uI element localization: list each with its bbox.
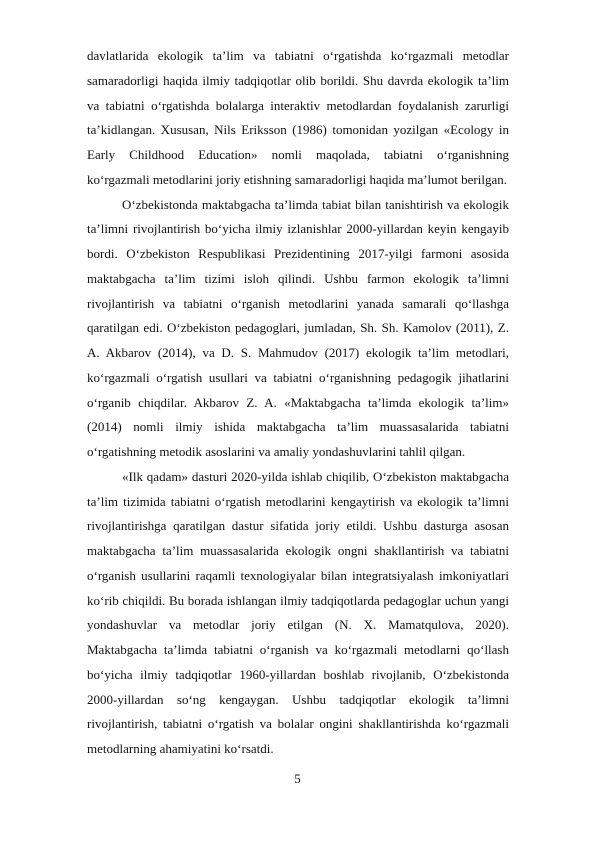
paragraph-continuation: davlatlarida ekologik ta’lim va tabiatni o‘rgatishda ko‘rgazmali metodlar samaradorligi haqida ilmiy tadqiqotlar olib borildi. Shu davrda ekologik ta’lim va tabiatni o‘rgatishda bolalarga interaktiv metodlardan foydalanish zarurligi ta’kidlangan. Xususan, Nils Eriksson (1986) tomonidan yozilgan «Ecology in Early Childhood Education» nomli maqolada, tabiatni o‘rganishning ko‘rgazmali metodlarini joriy etishning samaradorligi haqida ma’lumot berilgan.: [87, 48, 509, 187]
paragraph-uzbekistan-research: O‘zbekistonda maktabgacha ta’limda tabiat bilan tanishtirish va ekologik ta’limni rivojlantirish bo‘yicha ilmiy izlanishlar 2000-yillardan keyin kengayib bordi. O‘zbekiston Respublikasi Prezidentining 2017-yilgi farmoni asosida maktabgacha ta’lim tizimi isloh qilindi. Ushbu farmon ekologik ta’limni rivojlantirish va tabiatni o‘rganish metodlarini yanada samarali qo‘llashga qaratilgan edi. O‘zbekiston pedagoglari, jumladan, Sh. Sh. Kamolov (2011), Z. A. Akbarov (2014), va D. S. Mahmudov (2017) ekologik ta’lim metodlari, ko‘rgazmali o‘rgatish usullari va tabiatni o‘rganishning pedagogik jihatlarini o‘rganib chiqdilar. Akbarov Z. A. «Maktabgacha ta’limda ekologik ta’lim» (2014) nomli ilmiy ishida maktabgacha ta’lim muassasalarida tabiatni o‘rgatishning metodik asoslarini va amaliy yondashuvlarini tahlil qilgan.: [87, 196, 509, 459]
body-text: [87, 44, 509, 762]
page-number: 5: [294, 771, 301, 786]
paragraph-ilk-qadam: «Ilk qadam» dasturi 2020-yilda ishlab chiqilib, O‘zbekiston maktabgacha ta’lim tizimida tabiatni o‘rgatish metodlarini kengaytirish va ekologik ta’limni rivojlantirishga qaratilgan dastur sifatida joriy etildi. Ushbu dasturga asosan maktabgacha ta’lim muassasalarida ekologik ongni shakllantirish va tabiatni o‘rganish usullarini raqamli texnologiyalar bilan integratsiyalash imkoniyatlari ko‘rib chiqildi. Bu borada ishlangan ilmiy tadqiqotlarda pedagoglar uchun yangi yondashuvlar va metodlar joriy etilgan (N. X. Mamatqulova, 2020). Maktabgacha ta’limda tabiatni o‘rganish va ko‘rgazmali metodlarni qo‘llash bo‘yicha ilmiy tadqiqotlar 1960-yillardan boshlab rivojlanib, O‘zbekistonda 2000-yillardan so‘ng kengaygan. Ushbu tadqiqotlar ekologik ta’limni rivojlantirish, tabiatni o‘rgatish va bolalar ongini shakllantirishda ko‘rgazmali metodlarning ahamiyatini ko‘rsatdi.: [87, 468, 509, 756]
